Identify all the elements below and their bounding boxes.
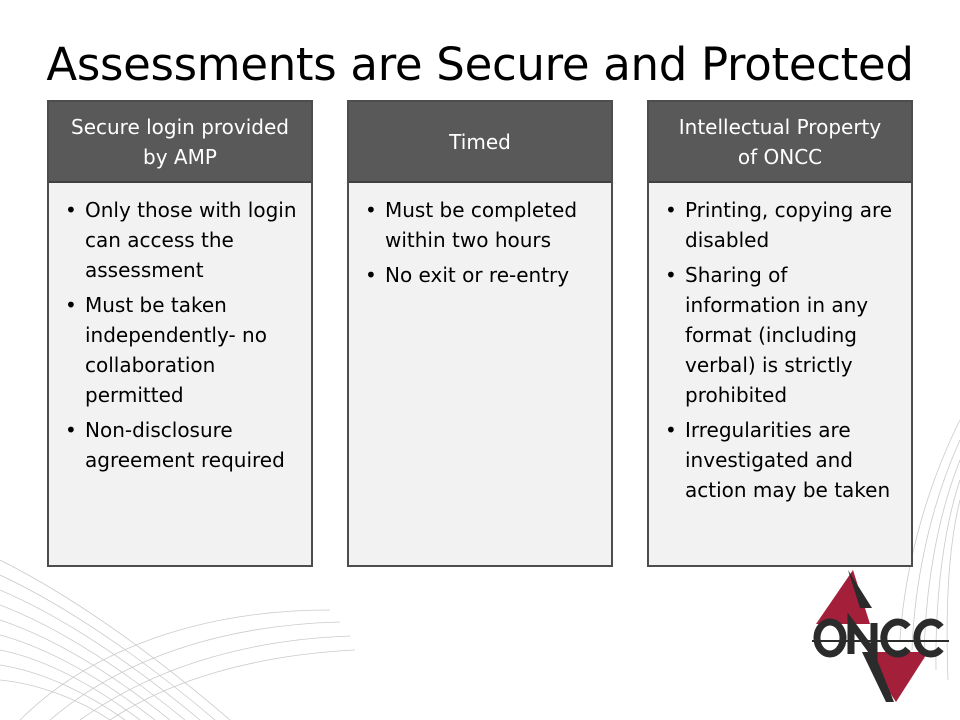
oncc-logo [808,566,953,706]
list-item: • Must be taken independently- no collaboration permitted [85,290,297,410]
bullet-list [363,195,597,290]
card-body [49,183,311,475]
card-intellectual-property [647,100,913,567]
list-item: • Printing, copying are disabled [685,195,897,255]
card-body [349,183,611,290]
bullet-list [63,195,297,475]
card-secure-login [47,100,313,567]
card-header: Secure login provided by AMP [49,102,311,183]
list-item: • Must be completed within two hours [385,195,597,255]
bullet-list [663,195,897,505]
list-item: • Irregularities are investigated and action may be taken [685,415,897,505]
slide-title: Assessments are Secure and Protected [46,38,914,91]
card-timed [347,100,613,567]
card-header: Timed [349,102,611,183]
list-item: • Only those with login can access the assessment [85,195,297,285]
card-body [649,183,911,505]
list-item: • No exit or re-entry [385,260,597,290]
list-item: • Non-disclosure agreement required [85,415,297,475]
list-item: • Sharing of information in any format (including verbal) is strictly prohibited [685,260,897,410]
card-header: Intellectual Property of ONCC [649,102,911,183]
